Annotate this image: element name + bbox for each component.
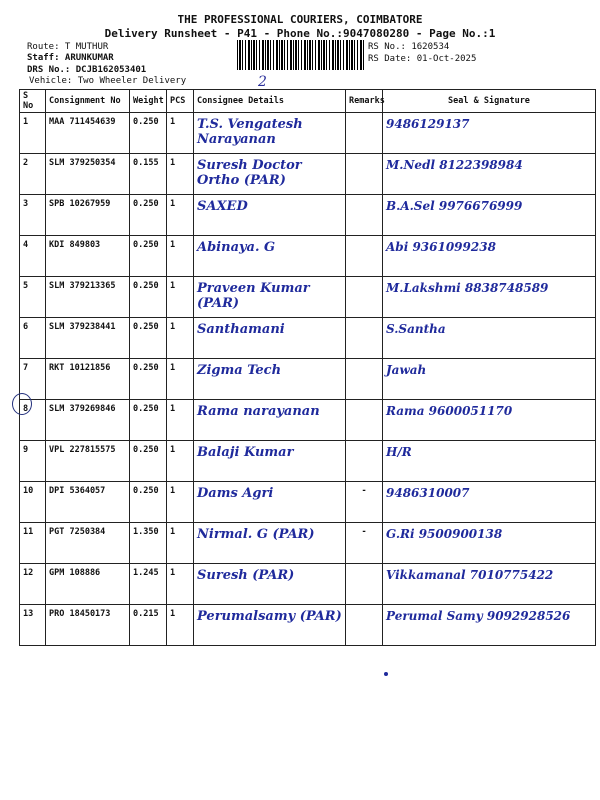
table-header-row bbox=[20, 90, 596, 113]
pcs-value: 1 bbox=[167, 154, 194, 195]
pcs-value: 1 bbox=[167, 195, 194, 236]
consignment-no: MAA 711454639 bbox=[46, 113, 130, 154]
consignment-no: DPI 5364057 bbox=[46, 482, 130, 523]
signature-cell: Jawah bbox=[383, 359, 596, 400]
weight-value: 0.250 bbox=[130, 400, 167, 441]
signature-cell: H/R bbox=[383, 441, 596, 482]
consignee-details: Perumalsamy (PAR) bbox=[194, 605, 346, 646]
consignment-no: SLM 379238441 bbox=[46, 318, 130, 359]
pcs-value: 1 bbox=[167, 400, 194, 441]
remarks-cell bbox=[346, 154, 383, 195]
consignee-details: Dams Agri bbox=[194, 482, 346, 523]
signature-cell: 9486129137 bbox=[383, 113, 596, 154]
weight-value: 1.350 bbox=[130, 523, 167, 564]
consignee-details: Suresh (PAR) bbox=[194, 564, 346, 605]
col-consignment: Consignment No bbox=[46, 90, 130, 113]
consignee-details: Abinaya. G bbox=[194, 236, 346, 277]
consignee-details: SAXED bbox=[194, 195, 346, 236]
consignee-details: Suresh Doctor Ortho (PAR) bbox=[194, 154, 346, 195]
remarks-cell: - bbox=[346, 523, 383, 564]
vehicle-label: Vehicle: Two Wheeler Delivery bbox=[29, 76, 187, 86]
pcs-value: 1 bbox=[167, 441, 194, 482]
weight-value: 0.250 bbox=[130, 277, 167, 318]
pcs-value: 1 bbox=[167, 482, 194, 523]
remarks-cell bbox=[346, 277, 383, 318]
weight-value: 0.250 bbox=[130, 318, 167, 359]
table-row bbox=[20, 564, 596, 605]
row-sno: 12 bbox=[20, 564, 46, 605]
row-sno: 9 bbox=[20, 441, 46, 482]
weight-value: 0.250 bbox=[130, 359, 167, 400]
weight-value: 0.250 bbox=[130, 195, 167, 236]
drs-number: DRS No.: DCJB162053401 bbox=[27, 65, 147, 75]
report-subtitle: Delivery Runsheet - P41 - Phone No.:9047080280 - Page No.:1 bbox=[104, 27, 496, 40]
weight-value: 0.250 bbox=[130, 113, 167, 154]
remarks-cell bbox=[346, 400, 383, 441]
table-row bbox=[20, 359, 596, 400]
remarks-cell bbox=[346, 195, 383, 236]
pcs-value: 1 bbox=[167, 359, 194, 400]
row-sno: 8 bbox=[20, 400, 46, 441]
consignment-no: RKT 10121856 bbox=[46, 359, 130, 400]
pcs-value: 1 bbox=[167, 113, 194, 154]
runsheet-table bbox=[19, 89, 596, 646]
signature-cell: Abi 9361099238 bbox=[383, 236, 596, 277]
remarks-cell bbox=[346, 564, 383, 605]
col-consignee: Consignee Details bbox=[194, 90, 346, 113]
consignment-no: KDI 849803 bbox=[46, 236, 130, 277]
route-label: Route: T MUTHUR bbox=[27, 42, 109, 52]
consignment-no: SLM 379269846 bbox=[46, 400, 130, 441]
consignee-details: Praveen Kumar (PAR) bbox=[194, 277, 346, 318]
pcs-value: 1 bbox=[167, 564, 194, 605]
row-sno: 4 bbox=[20, 236, 46, 277]
consignee-details: T.S. Vengatesh Narayanan bbox=[194, 113, 346, 154]
rs-date: RS Date: 01-Oct-2025 bbox=[368, 54, 477, 64]
col-sno: S No bbox=[20, 90, 46, 113]
consignee-details: Zigma Tech bbox=[194, 359, 346, 400]
signature-cell: B.A.Sel 9976676999 bbox=[383, 195, 596, 236]
row-sno: 1 bbox=[20, 113, 46, 154]
weight-value: 0.250 bbox=[130, 441, 167, 482]
pcs-value: 1 bbox=[167, 605, 194, 646]
table-row bbox=[20, 277, 596, 318]
remarks-cell bbox=[346, 318, 383, 359]
consignee-details: Nirmal. G (PAR) bbox=[194, 523, 346, 564]
row-sno: 13 bbox=[20, 605, 46, 646]
col-pcs: PCS bbox=[167, 90, 194, 113]
col-weight: Weight bbox=[130, 90, 167, 113]
consignment-no: VPL 227815575 bbox=[46, 441, 130, 482]
table-row bbox=[20, 441, 596, 482]
remarks-cell bbox=[346, 113, 383, 154]
row-sno: 11 bbox=[20, 523, 46, 564]
row-sno: 7 bbox=[20, 359, 46, 400]
remarks-cell bbox=[346, 441, 383, 482]
barcode-icon bbox=[237, 40, 365, 70]
signature-cell: M.Lakshmi 8838748589 bbox=[383, 277, 596, 318]
consignee-details: Balaji Kumar bbox=[194, 441, 346, 482]
pcs-value: 1 bbox=[167, 277, 194, 318]
consignment-no: PGT 7250384 bbox=[46, 523, 130, 564]
consignment-no: SLM 379213365 bbox=[46, 277, 130, 318]
signature-cell: Rama 9600051170 bbox=[383, 400, 596, 441]
table-row bbox=[20, 113, 596, 154]
consignment-no: GPM 108886 bbox=[46, 564, 130, 605]
weight-value: 1.245 bbox=[130, 564, 167, 605]
remarks-cell bbox=[346, 236, 383, 277]
remarks-cell bbox=[346, 359, 383, 400]
consignment-no: PRO 18450173 bbox=[46, 605, 130, 646]
consignee-details: Santhamani bbox=[194, 318, 346, 359]
pcs-value: 1 bbox=[167, 523, 194, 564]
table-row bbox=[20, 195, 596, 236]
consignee-details: Rama narayanan bbox=[194, 400, 346, 441]
col-signature: Seal & Signature bbox=[383, 90, 596, 113]
row-sno: 5 bbox=[20, 277, 46, 318]
weight-value: 0.250 bbox=[130, 482, 167, 523]
signature-cell: Perumal Samy 9092928526 bbox=[383, 605, 596, 646]
ink-dot bbox=[384, 672, 388, 676]
row-sno: 6 bbox=[20, 318, 46, 359]
table-row bbox=[20, 523, 596, 564]
row-8-circle-mark bbox=[12, 393, 32, 415]
table-row bbox=[20, 154, 596, 195]
table-row bbox=[20, 400, 596, 441]
report-title: THE PROFESSIONAL COURIERS, COIMBATORE bbox=[177, 13, 423, 26]
signature-cell: Vikkamanal 7010775422 bbox=[383, 564, 596, 605]
row-sno: 3 bbox=[20, 195, 46, 236]
weight-value: 0.155 bbox=[130, 154, 167, 195]
signature-cell: G.Ri 9500900138 bbox=[383, 523, 596, 564]
weight-value: 0.250 bbox=[130, 236, 167, 277]
table-row bbox=[20, 236, 596, 277]
remarks-cell bbox=[346, 605, 383, 646]
rs-number: RS No.: 1620534 bbox=[368, 42, 450, 52]
staff-label: Staff: ARUNKUMAR bbox=[27, 53, 114, 63]
table-row bbox=[20, 482, 596, 523]
pcs-value: 1 bbox=[167, 318, 194, 359]
row-sno: 2 bbox=[20, 154, 46, 195]
signature-cell: M.Nedl 8122398984 bbox=[383, 154, 596, 195]
signature-cell: S.Santha bbox=[383, 318, 596, 359]
handwritten-mark: 2 bbox=[258, 74, 267, 90]
consignment-no: SLM 379250354 bbox=[46, 154, 130, 195]
row-sno: 10 bbox=[20, 482, 46, 523]
table-row bbox=[20, 605, 596, 646]
col-remarks: Remarks bbox=[346, 90, 383, 113]
pcs-value: 1 bbox=[167, 236, 194, 277]
remarks-cell: - bbox=[346, 482, 383, 523]
table-row bbox=[20, 318, 596, 359]
signature-cell: 9486310007 bbox=[383, 482, 596, 523]
weight-value: 0.215 bbox=[130, 605, 167, 646]
consignment-no: SPB 10267959 bbox=[46, 195, 130, 236]
